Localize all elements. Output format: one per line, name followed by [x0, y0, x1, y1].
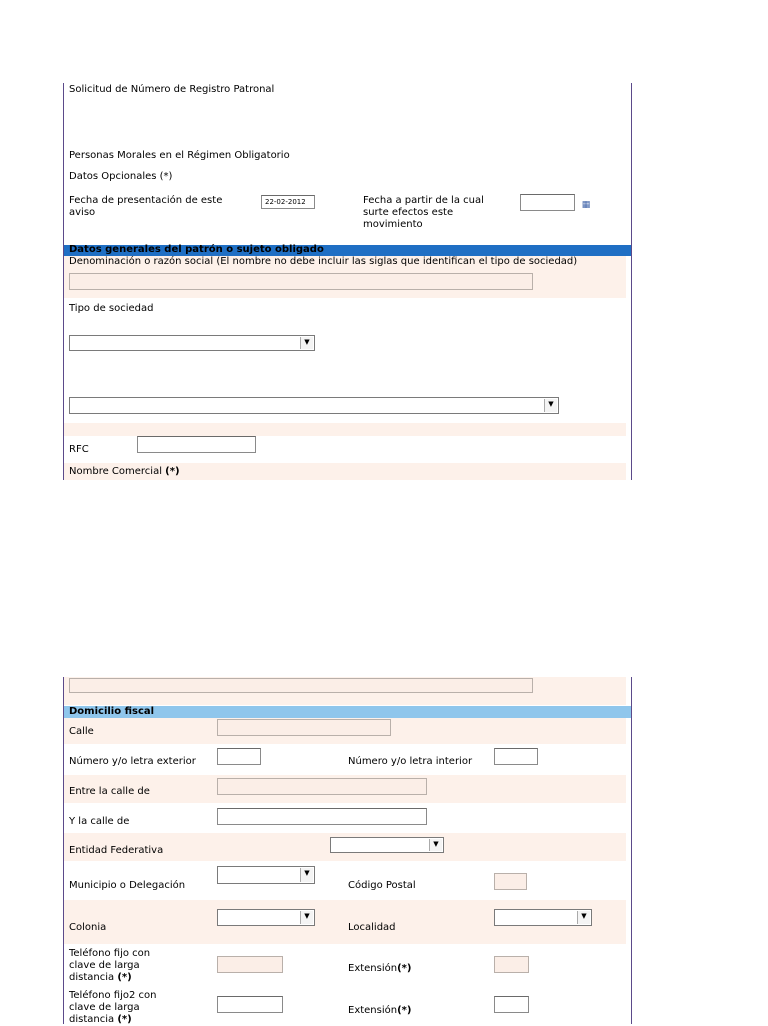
codigo-postal-label: Código Postal	[348, 880, 416, 891]
num-interior-input[interactable]	[494, 748, 538, 765]
chevron-down-icon: ▼	[429, 839, 442, 851]
tipo-sociedad-label: Tipo de sociedad	[69, 303, 154, 314]
rfc-row-shade-top	[64, 423, 626, 436]
telefono2-input[interactable]	[217, 996, 283, 1013]
y-calle-input[interactable]	[217, 808, 427, 825]
bottom-right-border	[631, 677, 632, 1024]
telefono1-label: Teléfono fijo con clave de larga distancia (*)	[69, 948, 151, 983]
telefono2-label: Teléfono fijo2 con clave de larga distancia (*)	[69, 990, 157, 1025]
chevron-down-icon: ▼	[544, 399, 557, 412]
section-domicilio-fiscal-title: Domicilio fiscal	[69, 706, 155, 717]
section-datos-generales-title: Datos generales del patrón o sujeto obligado	[69, 244, 324, 255]
fecha-presentacion-input[interactable]	[261, 195, 315, 209]
denominacion-label: Denominación o razón social (El nombre no debe incluir las siglas que identifican el tipo de sociedad)	[69, 256, 578, 267]
fecha-efectos-input[interactable]	[520, 194, 575, 211]
colonia-select[interactable]	[217, 909, 315, 926]
chevron-down-icon: ▼	[300, 337, 313, 349]
extension1-label: Extensión(*)	[348, 963, 412, 974]
num-interior-label: Número y/o letra interior	[348, 756, 473, 767]
top-right-border	[631, 83, 632, 480]
calendar-icon[interactable]: ▦	[581, 200, 591, 210]
chevron-down-icon: ▼	[300, 911, 313, 924]
rfc-label: RFC	[69, 444, 89, 455]
nombre-comercial-input[interactable]	[69, 678, 533, 693]
tipo-sociedad-select[interactable]	[69, 335, 315, 351]
fecha-presentacion-label: Fecha de presentación de este aviso	[69, 195, 223, 218]
section-domicilio-fiscal	[64, 706, 631, 718]
extension2-input[interactable]	[494, 996, 529, 1013]
y-calle-label: Y la calle de	[69, 816, 130, 827]
telefono1-input[interactable]	[217, 956, 283, 973]
entre-calle-label: Entre la calle de	[69, 786, 150, 797]
extension1-input[interactable]	[494, 956, 529, 973]
entre-calle-input[interactable]	[217, 778, 427, 795]
localidad-label: Localidad	[348, 922, 396, 933]
fecha-efectos-label: Fecha a partir de la cual surte efectos este movimiento	[363, 195, 484, 230]
municipio-label: Municipio o Delegación	[69, 880, 186, 891]
calle-label: Calle	[69, 726, 94, 737]
section-datos-generales	[64, 245, 631, 256]
form-title: Solicitud de Número de Registro Patronal	[69, 84, 275, 95]
entidad-label: Entidad Federativa	[69, 845, 164, 856]
optional-note: Datos Opcionales (*)	[69, 171, 173, 182]
num-exterior-label: Número y/o letra exterior	[69, 756, 196, 767]
subtipo-sociedad-select[interactable]	[69, 397, 559, 414]
municipio-select[interactable]	[217, 866, 315, 884]
extension2-label: Extensión(*)	[348, 1005, 412, 1016]
optional-asterisk: (*)	[165, 466, 180, 477]
nombre-comercial-label: Nombre Comercial (*)	[69, 466, 180, 477]
chevron-down-icon: ▼	[300, 868, 313, 882]
calle-input[interactable]	[217, 719, 391, 736]
localidad-select[interactable]	[494, 909, 592, 926]
optional-asterisk: (*)	[397, 963, 412, 974]
entidad-select[interactable]	[330, 837, 444, 853]
rfc-input[interactable]	[137, 436, 256, 453]
codigo-postal-input[interactable]	[494, 873, 527, 890]
colonia-label: Colonia	[69, 922, 107, 933]
num-exterior-input[interactable]	[217, 748, 261, 765]
denominacion-input[interactable]	[69, 273, 533, 290]
optional-asterisk: (*)	[117, 972, 132, 983]
optional-asterisk: (*)	[117, 1014, 132, 1025]
optional-asterisk: (*)	[397, 1005, 412, 1016]
form-subtitle: Personas Morales en el Régimen Obligatorio	[69, 150, 290, 161]
chevron-down-icon: ▼	[577, 911, 590, 924]
